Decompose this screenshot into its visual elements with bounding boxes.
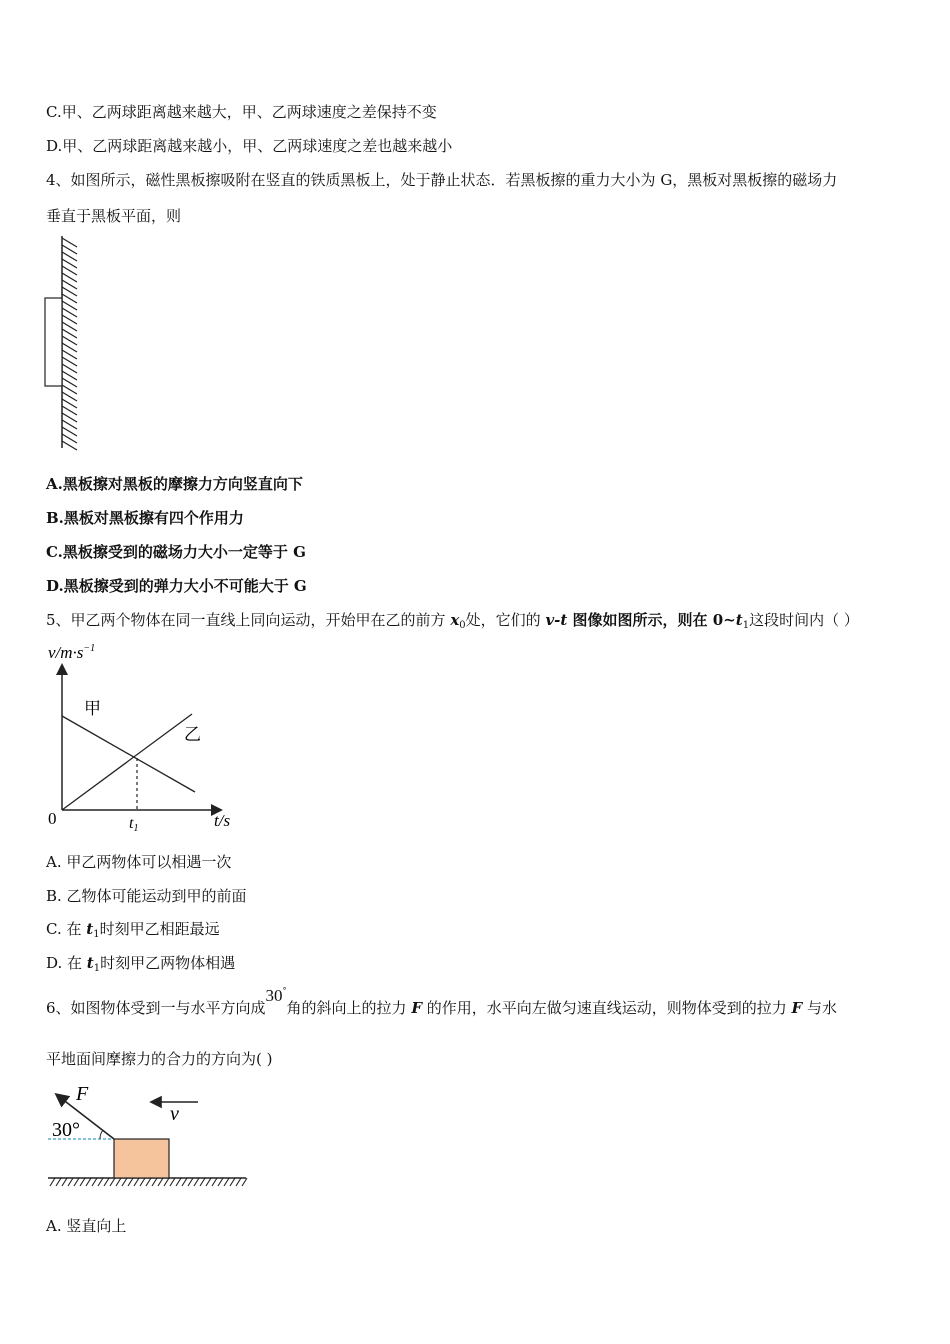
jia-label: 甲	[84, 699, 101, 718]
y-axis-label: $v/m\cdot s^{-1}$	[48, 643, 96, 662]
x-axis-label: t/s	[214, 811, 231, 830]
q4-stem-line2: 垂直于黑板平面，则	[46, 207, 182, 225]
force-label: F	[76, 1083, 89, 1105]
q6-option-a: A. 竖直向上	[46, 1217, 127, 1235]
velocity-label: v	[170, 1103, 179, 1125]
t1-label: t1	[129, 815, 139, 834]
line-yi	[62, 714, 192, 810]
q3-option-c: C.甲、乙两球距离越来越大，甲、乙两球速度之差保持不变	[46, 103, 437, 121]
q6-force-figure	[40, 1080, 255, 1192]
q5-stem: 5、甲乙两个物体在同一直线上同向运动，开始甲在乙的前方 $x_0$处，它们的 v-t 图像如图所示，则在 $0\sim t_1$这段时间内（ ）	[46, 611, 859, 631]
q5-option-c: C. 在 $t_1$时刻甲乙相距最远	[46, 920, 220, 940]
yi-label: 乙	[184, 725, 201, 744]
q4-option-a: A.黑板擦对黑板的摩擦力方向竖直向下	[46, 475, 303, 493]
q5-vt-graph	[40, 636, 250, 836]
q4-stem-line1: 4、如图所示，磁性黑板擦吸附在竖直的铁质黑板上，处于静止状态．若黑板擦的重力大小为 G，黑板对黑板擦的磁场力	[46, 171, 838, 189]
angle-arc	[100, 1130, 103, 1139]
q4-option-d: D.黑板擦受到的弹力大小不可能大于 G	[46, 577, 307, 595]
line-jia	[62, 716, 195, 792]
q4-option-c: C.黑板擦受到的磁场力大小一定等于 G	[46, 543, 306, 561]
q6-stem-line2: 平地面间摩擦力的合力的方向为( )	[46, 1050, 273, 1068]
q3-option-d: D.甲、乙两球距离越来越小，甲、乙两球速度之差也越来越小	[46, 137, 453, 155]
q4-option-b: B.黑板对黑板擦有四个作用力	[46, 509, 244, 527]
origin-label: 0	[48, 809, 57, 828]
eraser-block	[45, 298, 62, 386]
angle-label: 30°	[52, 1119, 80, 1141]
q6-stem-line1: 6、如图物体受到一与水平方向成30°角的斜向上的拉力 F 的作用，水平向左做匀速直线运动，则物体受到的拉力 F 与水	[46, 986, 837, 1017]
q5-option-d: D. 在 $t_1$时刻甲乙两物体相遇	[46, 954, 236, 974]
block	[114, 1139, 169, 1178]
q5-option-a: A. 甲乙两物体可以相遇一次	[46, 853, 232, 871]
wall-hatching	[62, 238, 77, 450]
q5-option-b: B. 乙物体可能运动到甲的前面	[46, 887, 247, 905]
ground-hatching	[50, 1178, 247, 1186]
q4-blackboard-figure	[40, 234, 85, 452]
